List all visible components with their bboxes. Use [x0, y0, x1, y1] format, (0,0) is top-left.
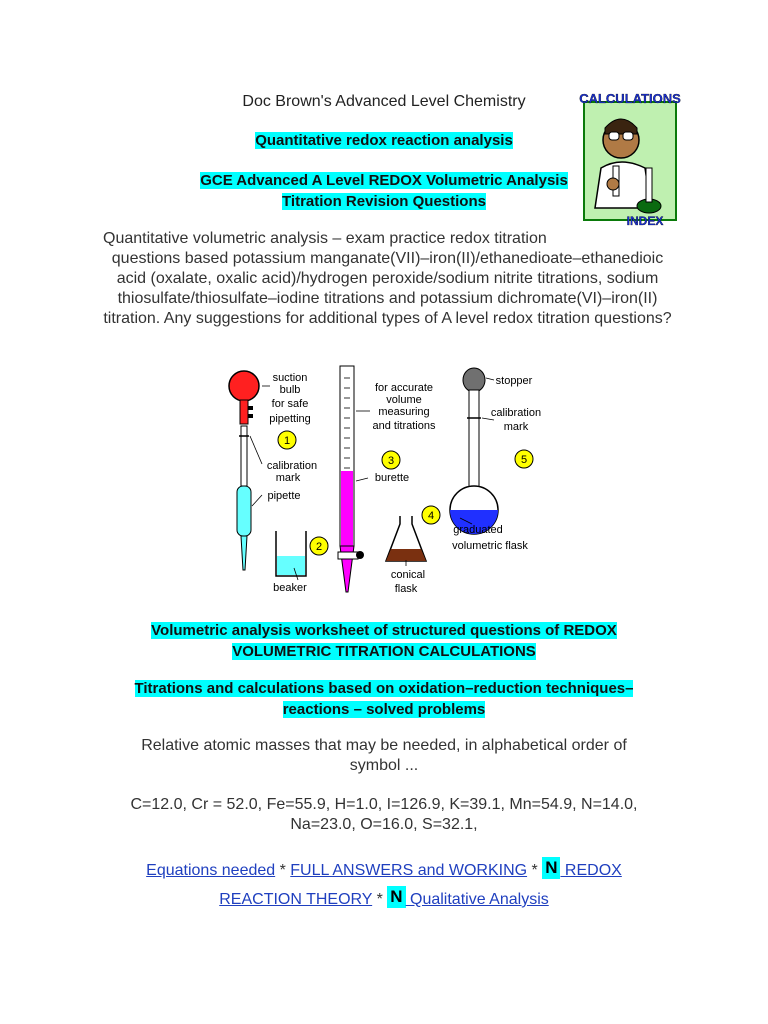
number-2-badge	[310, 537, 328, 555]
volumetric-flask-icon	[450, 368, 498, 534]
subtitle-line-1: GCE Advanced A Level REDOX Volumetric Analysis	[200, 172, 568, 189]
calculations-index-logo[interactable]	[579, 88, 681, 228]
svg-text:bulb: bulb	[279, 384, 301, 396]
svg-text:graduated: graduated	[453, 524, 503, 536]
intro-paragraph: Quantitative volumetric analysis – exam practice redox titration questions based potassium manganate(VII)–iron(II)/ethanedioate–ethanedioic acid (oxalate, oxalic acid)/hydrogen peroxide/sodium nitrite titrations, sodium thiosulfate/thiosulfate–iodine titrations and potassium dichromate(VI)–iron(II) titration. Any suggestions for additional types of A level redox titration questions?	[103, 230, 672, 327]
svg-text:volume: volume	[386, 394, 422, 406]
pipette-icon	[229, 371, 259, 570]
atomic-masses-list: C=12.0, Cr = 52.0, Fe=55.9, H=1.0, I=126.9, K=39.1, Mn=54.9, N=14.0, Na=23.0, O=16.0, S=32.1,	[130, 796, 638, 833]
redox-theory-link-part1[interactable]: REDOX	[560, 862, 622, 879]
svg-text:for accurate: for accurate	[374, 382, 434, 394]
atomic-masses-intro: Relative atomic masses that may be needed, in alphabetical order of symbol ...	[141, 737, 627, 774]
svg-text:for safe: for safe	[271, 398, 309, 410]
svg-text:burette: burette	[374, 472, 410, 484]
subtitle-line-2: Titration Revision Questions	[282, 193, 486, 210]
svg-text:stopper: stopper	[495, 375, 533, 387]
svg-text:suction: suction	[272, 372, 308, 384]
solved-problems-heading: Titrations and calculations based on oxidation–reduction techniques– reactions – solved problems	[134, 680, 634, 718]
svg-text:1: 1	[283, 435, 291, 447]
number-1-badge	[278, 431, 296, 449]
new-badge-2: N	[387, 886, 405, 908]
burette-icon	[338, 366, 364, 592]
number-3-badge	[382, 451, 400, 469]
volumetric-apparatus-diagram	[210, 356, 580, 600]
svg-text:measuring: measuring	[378, 406, 430, 418]
site-title: Doc Brown's Advanced Level Chemistry	[242, 93, 526, 110]
svg-text:conical: conical	[390, 569, 426, 581]
worksheet-heading: Volumetric analysis worksheet of structured questions of REDOX VOLUMETRIC TITRATION CALCULATIONS	[151, 622, 617, 660]
svg-text:pipette: pipette	[267, 490, 301, 502]
svg-text:calibration: calibration	[266, 460, 318, 472]
full-answers-link[interactable]: FULL ANSWERS and WORKING	[290, 862, 528, 879]
redox-theory-link-part2[interactable]: REACTION THEORY	[219, 891, 373, 908]
svg-text:INDEX: INDEX	[626, 214, 664, 228]
svg-text:mark: mark	[503, 421, 529, 433]
svg-text:calibration: calibration	[490, 407, 542, 419]
svg-text:flask: flask	[394, 583, 418, 595]
beaker-icon	[276, 531, 306, 576]
new-badge: N	[542, 857, 560, 879]
svg-text:4: 4	[427, 510, 435, 522]
page-title: Quantitative redox reaction analysis	[255, 132, 513, 149]
equations-needed-link[interactable]: Equations needed	[146, 862, 276, 879]
conical-flask-icon	[386, 516, 426, 561]
svg-text:3: 3	[387, 455, 395, 467]
related-links: Equations needed * FULL ANSWERS and WORKING * N REDOX REACTION THEORY * N Qualitative Analysis	[146, 858, 622, 908]
qualitative-analysis-link[interactable]: Qualitative Analysis	[405, 891, 549, 908]
svg-text:CALCULATIONS: CALCULATIONS	[579, 91, 681, 106]
number-5-badge	[515, 450, 533, 468]
number-4-badge	[422, 506, 440, 524]
svg-text:pipetting: pipetting	[269, 413, 311, 425]
svg-text:beaker: beaker	[273, 582, 307, 594]
svg-text:2: 2	[315, 541, 323, 553]
svg-text:volumetric flask: volumetric flask	[452, 540, 528, 552]
svg-text:mark: mark	[275, 472, 301, 484]
svg-text:and titrations: and titrations	[372, 420, 436, 432]
svg-text:5: 5	[520, 454, 528, 466]
